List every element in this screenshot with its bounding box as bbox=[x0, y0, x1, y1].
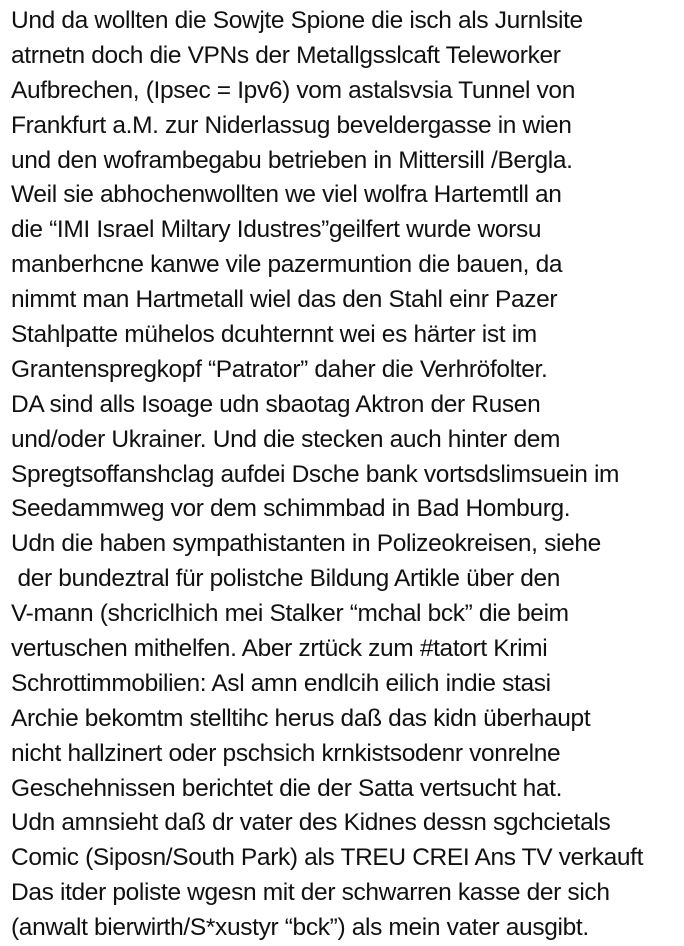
text-line: Schrottimmobilien: Asl amn endlcih eilich indie stasi bbox=[11, 669, 551, 697]
text-line: Und da wollten die Sowjte Spione die isch als Jurnlsite bbox=[11, 7, 583, 34]
text-line: Stahlpatte mühelos dcuhternnt wei es härter ist im bbox=[11, 321, 537, 349]
text-line: Udn die haben sympathistanten in Polizeokreisen, siehe bbox=[11, 530, 601, 558]
text-line: DA sind alls Isoage udn sbaotag Aktron der Rusen bbox=[11, 390, 541, 418]
text-line: Aufbrechen, (Ipsec = Ipv6) vom astalsvsia Tunnel von bbox=[11, 76, 575, 104]
text-line: Spregtsoffanshclag aufdei Dsche bank vortsdslimsuein im bbox=[11, 460, 620, 488]
text-line: Grantenspregkopf “Patrator” daher die Verhröfolter. bbox=[11, 355, 548, 383]
text-line: der bundeztral für polistche Bildung Artikle über den bbox=[11, 565, 561, 593]
text-line: nimmt man Hartmetall wiel das den Stahl einr Pazer bbox=[11, 286, 558, 314]
text-line: Seedammweg vor dem schimmbad in Bad Homburg. bbox=[11, 495, 571, 523]
text-line: Geschehnissen berichtet die der Satta vertsucht hat. bbox=[11, 774, 563, 802]
text-line: Comic (Siposn/South Park) als TREU CREI Ans TV verkauft bbox=[11, 844, 644, 872]
text-line: manberhcne kanwe vile pazermuntion die bauen, da bbox=[11, 251, 563, 279]
text-line: atrnetn doch die VPNs der Metallgsslcaft Teleworker bbox=[11, 41, 561, 69]
text-line: V-mann (shcriclhich mei Stalker “mchal bck” die beim bbox=[11, 600, 569, 628]
text-line: und den woframbegabu betrieben in Mittersill /Bergla. bbox=[11, 146, 573, 174]
text-line: Weil sie abhochenwollten we viel wolfra Hartemtll an bbox=[11, 181, 562, 209]
text-line: Udn amnsieht daß dr vater des Kidnes dessn sgchcietals bbox=[11, 809, 611, 837]
text-line: Frankfurt a.M. zur Niderlassug beveldergasse in wien bbox=[11, 111, 572, 139]
text-line: nicht hallzinert oder pschsich krnkistsodenr vonrelne bbox=[11, 739, 561, 767]
text-line: vertuschen mithelfen. Aber zrtück zum #tatort Krimi bbox=[11, 635, 548, 663]
text-line: Archie bekomtm stelltihc herus daß das kidn überhaupt bbox=[11, 704, 591, 732]
text-line: Das itder poliste wgesn mit der schwarren kasse der sich bbox=[11, 879, 610, 907]
text-line: (anwalt bierwirth/S*xustyr “bck”) als mein vater ausgibt. bbox=[11, 914, 589, 942]
document-text-block bbox=[11, 4, 681, 946]
text-line: und/oder Ukrainer. Und die stecken auch hinter dem bbox=[11, 425, 561, 453]
text-line: die “IMI Israel Miltary Idustres”geilfert wurde worsu bbox=[11, 216, 542, 244]
